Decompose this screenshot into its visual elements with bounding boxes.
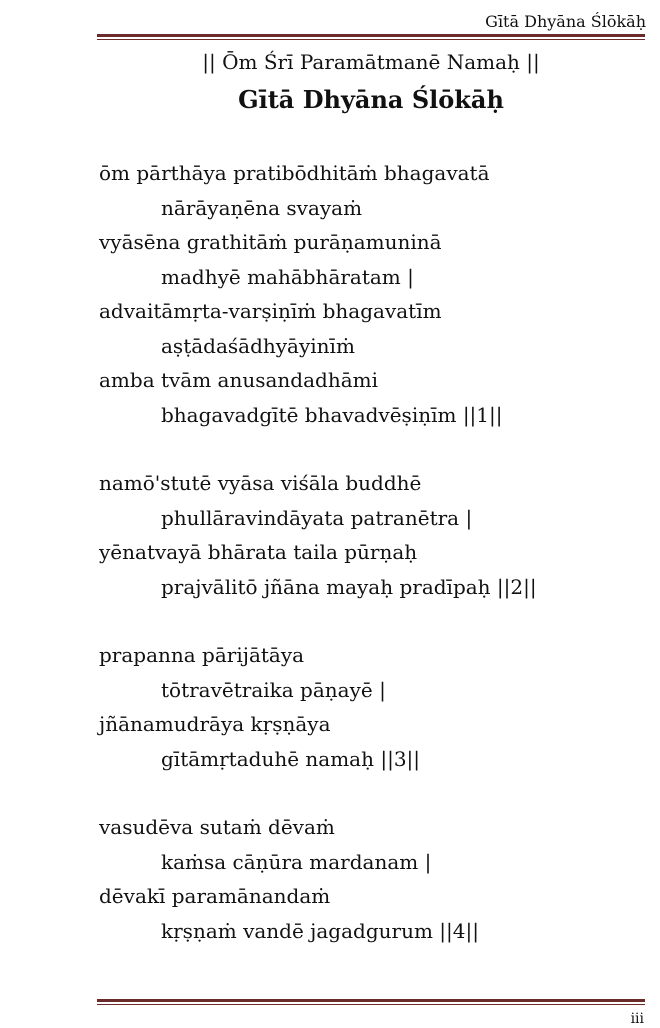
verse-line: vasudēva sutaṁ dēvaṁ	[99, 815, 335, 839]
verse-line: madhyē mahābhāratam |	[161, 264, 414, 289]
running-header: Gītā Dhyāna Ślōkāḥ	[485, 12, 646, 31]
verse-line: aṣṭādaśādhyāyinīṁ	[161, 333, 355, 358]
verse-line: bhagavadgītē bhavadvēṣiṇīm ||1||	[161, 402, 503, 427]
verse-line: prapanna pārijātāya	[99, 643, 305, 667]
invocation: || Ōm Śrī Paramātmanē Namaḥ ||	[202, 50, 540, 74]
page-title: Gītā Dhyāna Ślōkāḥ	[238, 85, 504, 114]
verse-line: kṛṣṇaṁ vandē jagadgurum ||4||	[161, 918, 479, 943]
verse-line: yēnatvayā bhārata taila pūrṇaḥ	[99, 540, 418, 564]
verse-line: kaṁsa cāṇūra mardanam |	[161, 849, 432, 874]
verses-block	[99, 156, 644, 982]
verse-line: dēvakī paramānandaṁ	[99, 884, 331, 908]
header-rule	[97, 34, 645, 40]
verse-1	[99, 156, 644, 432]
verse-4	[99, 810, 644, 948]
verse-line: prajvālitō jñāna mayaḥ pradīpaḥ ||2||	[161, 574, 537, 599]
verse-line: ōm pārthāya pratibōdhitāṁ bhagavatā	[99, 161, 490, 185]
verse-line: nārāyaṇēna svayaṁ	[161, 195, 363, 220]
verse-line: gītāmṛtaduhē namaḥ ||3||	[161, 746, 421, 771]
verse-line: jñānamudrāya kṛṣṇāya	[99, 712, 331, 736]
verse-2	[99, 466, 644, 604]
verse-line: phullāravindāyata patranētra |	[161, 505, 473, 530]
verse-line: tōtravētraika pāṇayē |	[161, 677, 386, 702]
footer-rule	[97, 999, 645, 1005]
verse-line: amba tvām anusandadhāmi	[99, 368, 379, 392]
page-number: iii	[630, 1011, 644, 1027]
verse-line: namō'stutē vyāsa viśāla buddhē	[99, 471, 422, 495]
verse-line: vyāsēna grathitāṁ purāṇamuninā	[99, 230, 442, 254]
verse-line: advaitāmṛta-varṣiṇīṁ bhagavatīm	[99, 299, 442, 323]
verse-3	[99, 638, 644, 776]
